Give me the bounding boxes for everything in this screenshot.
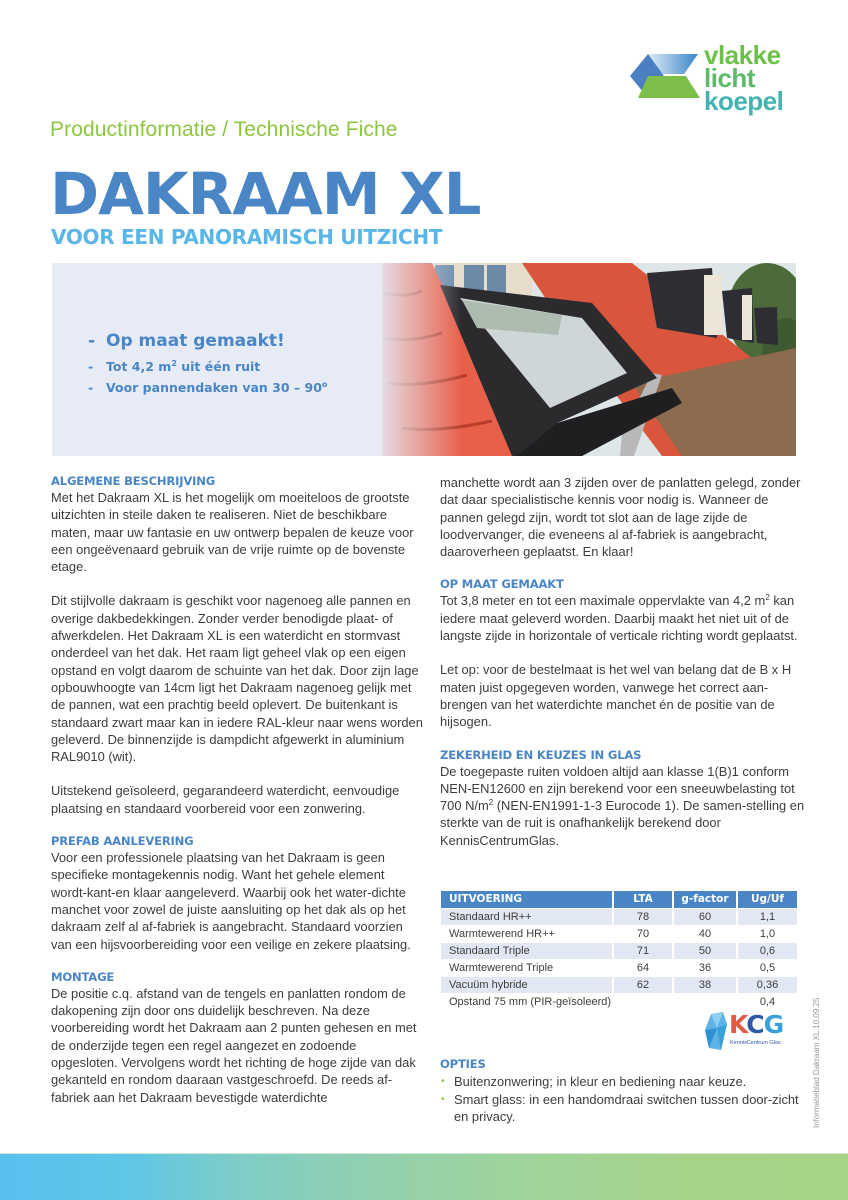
cell: 1,1 (737, 908, 797, 925)
paragraph: Let op: voor de bestelmaat is het wel van belang dat de B x H maten juist opgegeven worden, vanwege het correct aan-brengen van het waterdichte manchet én de positie van de hijsogen. (440, 662, 792, 730)
paragraph: Dit stijlvolle dakraam is geschikt voor nagenoeg alle pannen en overige dakbedekkingen. Zonder verder benodigde plaat- of afwerkdelen. Het Dakraam XL is een waterdicht en stormvast onderdeel van het dak. Het raam ligt geheel vlak op een eigen opstand en volgt daarom de schuinte van het dak. Door zijn lage opbouwhoogte van 14cm ligt het Dakraam nagenoeg gelijk met de pannen, wat een prachtig beeld oplevert. De buitenkant is standaard zwart maar kan in iedere RAL-kleur naar wens worden geleverd. De binnenzijde is dampdicht afgewerkt in aluminium RAL9010 (wit). (51, 593, 423, 765)
cell: Warmtewerend HR++ (441, 925, 613, 942)
document-reference: Informatieblad Dakraam XL 10.09.25 (812, 997, 821, 1128)
table-row (441, 942, 797, 959)
table-row (441, 925, 797, 942)
paragraph: Voor een professionele plaatsing van het Dakraam is geen specifieke montagekennis nodig. Want het gehele element wordt-kant-en klaar aangeleverd. Waarbij ook het water-dichte manchet voor zowel de juiste aansluiting op het dak als op het dakraam zelf al af-fabriek is aangebracht. Standaard voorzien van een hijsvoorbereiding voor een veilige en zekere plaatsing. (51, 850, 411, 952)
cell: 62 (613, 976, 673, 993)
logo-line-2: licht (704, 63, 755, 93)
section-heading-opties: OPTIES (440, 1057, 486, 1071)
cell: 0,6 (737, 942, 797, 959)
glass-spec-table (441, 891, 797, 1010)
paragraph: De positie c.q. afstand van de tengels en panlatten rondom de dakopening zijn door ons duidelijk beschreven. Na deze voorbereiding wordt het Dakraam aan 2 punten gehesen en met de onderzijde tegen een regel aangezet en zodoende opgesloten. Vervolgens wordt het richting de hoge zijde van dak gekanteld en rondom daaraan vastgeschroefd. De reeds af-fabriek aan het Dakraam bevestigde waterdichte (51, 985, 417, 1105)
cell: 60 (673, 908, 737, 925)
brand-logo (630, 40, 800, 124)
footer-gradient-bar (0, 1154, 848, 1200)
logo-line-3: koepel (704, 86, 784, 116)
cell: 50 (673, 942, 737, 959)
banner-headline: - Op maat gemaakt! (88, 331, 285, 351)
logo-line-1: vlakke (704, 40, 781, 70)
column-header: UITVOERING (441, 891, 613, 908)
banner-bullet: - Tot 4,2 $m^2$ uit één ruit (88, 359, 261, 374)
paragraph: Uitstekend geïsoleerd, gegarandeerd waterdicht, eenvoudige plaatsing en standaard voorbereid voor een zonwering. (51, 783, 400, 816)
banner-fade (372, 263, 462, 456)
section-heading-glas: ZEKERHEID EN KEUZES IN GLAS (440, 747, 642, 762)
cell: 71 (613, 942, 673, 959)
cell (613, 993, 673, 1010)
cell: Standaard Triple (441, 942, 613, 959)
section-heading-prefab: PREFAB AANLEVERING (51, 834, 194, 849)
table-row (441, 908, 797, 925)
section-heading-algemene: ALGEMENE BESCHRIJVING (51, 474, 216, 488)
cell: 0,4 (737, 993, 797, 1010)
table-row (441, 976, 797, 993)
table-row (441, 959, 797, 976)
left-column (51, 474, 423, 1106)
section-heading-montage: MONTAGE (51, 969, 115, 984)
cell: 0,36 (737, 976, 797, 993)
page-subtitle: VOOR EEN PANORAMISCH UITZICHT (51, 225, 443, 249)
paragraph: Tot 3,8 meter en tot een maximale oppervlakte van 4,2 $m^2$ kan iedere maat geleverd worden. Daarbij maakt het niet uit of de langste zijde in horizontale of verticale richting wordt geplaatst. (440, 593, 798, 644)
cell: 0,5 (737, 959, 797, 976)
logo-wordmark (704, 40, 784, 116)
section-heading-op-maat: OP MAAT GEMAAKT (440, 577, 564, 592)
logo-mark-icon (630, 52, 702, 104)
cell: Standaard HR++ (441, 908, 613, 925)
column-header: LTA (613, 891, 673, 908)
column-header: g-factor (673, 891, 737, 908)
cell: 78 (613, 908, 673, 925)
paragraph: Met het Dakraam XL is het mogelijk om moeiteloos de grootste uitzichten in steile daken te realiseren. Niet de beschikbare maten, maar uw fantasie en uw ontwerp bepalen de keuze voor een ongeëvenaard gebruik van de vrije ruimte op de bovenste etage. (51, 490, 414, 575)
cell: 1,0 (737, 925, 797, 942)
table-row (441, 993, 797, 1010)
cell: Vacuüm hybride (441, 976, 613, 993)
options-list (440, 1073, 800, 1126)
paragraph: De toegepaste ruiten voldoen altijd aan klasse 1(B)1 conform NEN-EN12600 en zijn berekend voor een sneeuwbelasting tot 700 $N/m^2$ (NEN-EN1991-1-3 Eurocode 1). De samen-stelling en sterkte van de ruit is onafhankelijk berekend door KennisCentrumGlas. (440, 763, 805, 848)
column-header: Ug/Uf (737, 891, 797, 908)
crystal-icon (705, 1012, 729, 1052)
cell: 38 (673, 976, 737, 993)
cell: Opstand 75 mm (PIR-geïsoleerd) (441, 993, 613, 1010)
banner-highlights (88, 331, 327, 398)
cell: 36 (673, 959, 737, 976)
page-kicker: Productinformatie / Technische Fiche (50, 118, 398, 141)
list-item: • Smart glass: in een handomdraai switchen tussen door-zicht en privacy. (440, 1091, 800, 1126)
hero-banner (52, 263, 796, 456)
cell: 64 (613, 959, 673, 976)
table-header-row (441, 891, 797, 908)
cell (673, 993, 737, 1010)
page-title: DAKRAAM XL (50, 160, 481, 228)
cell: Warmtewerend Triple (441, 959, 613, 976)
banner-bullet: - Voor pannendaken van 30 – 90$^o$ (88, 380, 328, 395)
paragraph: manchette wordt aan 3 zijden over de panlatten gelegd, zonder dat daar specialistische kennis voor nodig is. Wanneer de pannen gelegd zijn, wordt tot slot aan de lage zijde de loodvervanger, die eveneens al af-fabriek is aangebracht, daaroverheen geplaatst. En klaar! (440, 475, 801, 560)
kcg-subtitle: KennisCentrum Glas (730, 1040, 781, 1046)
cell: 70 (613, 925, 673, 942)
cell: 40 (673, 925, 737, 942)
kcg-wordmark: KCG (729, 1010, 784, 1039)
list-item: • Buitenzonwering; in kleur en bediening naar keuze. (440, 1073, 800, 1091)
kcg-logo (705, 1012, 800, 1052)
right-column (440, 474, 812, 849)
